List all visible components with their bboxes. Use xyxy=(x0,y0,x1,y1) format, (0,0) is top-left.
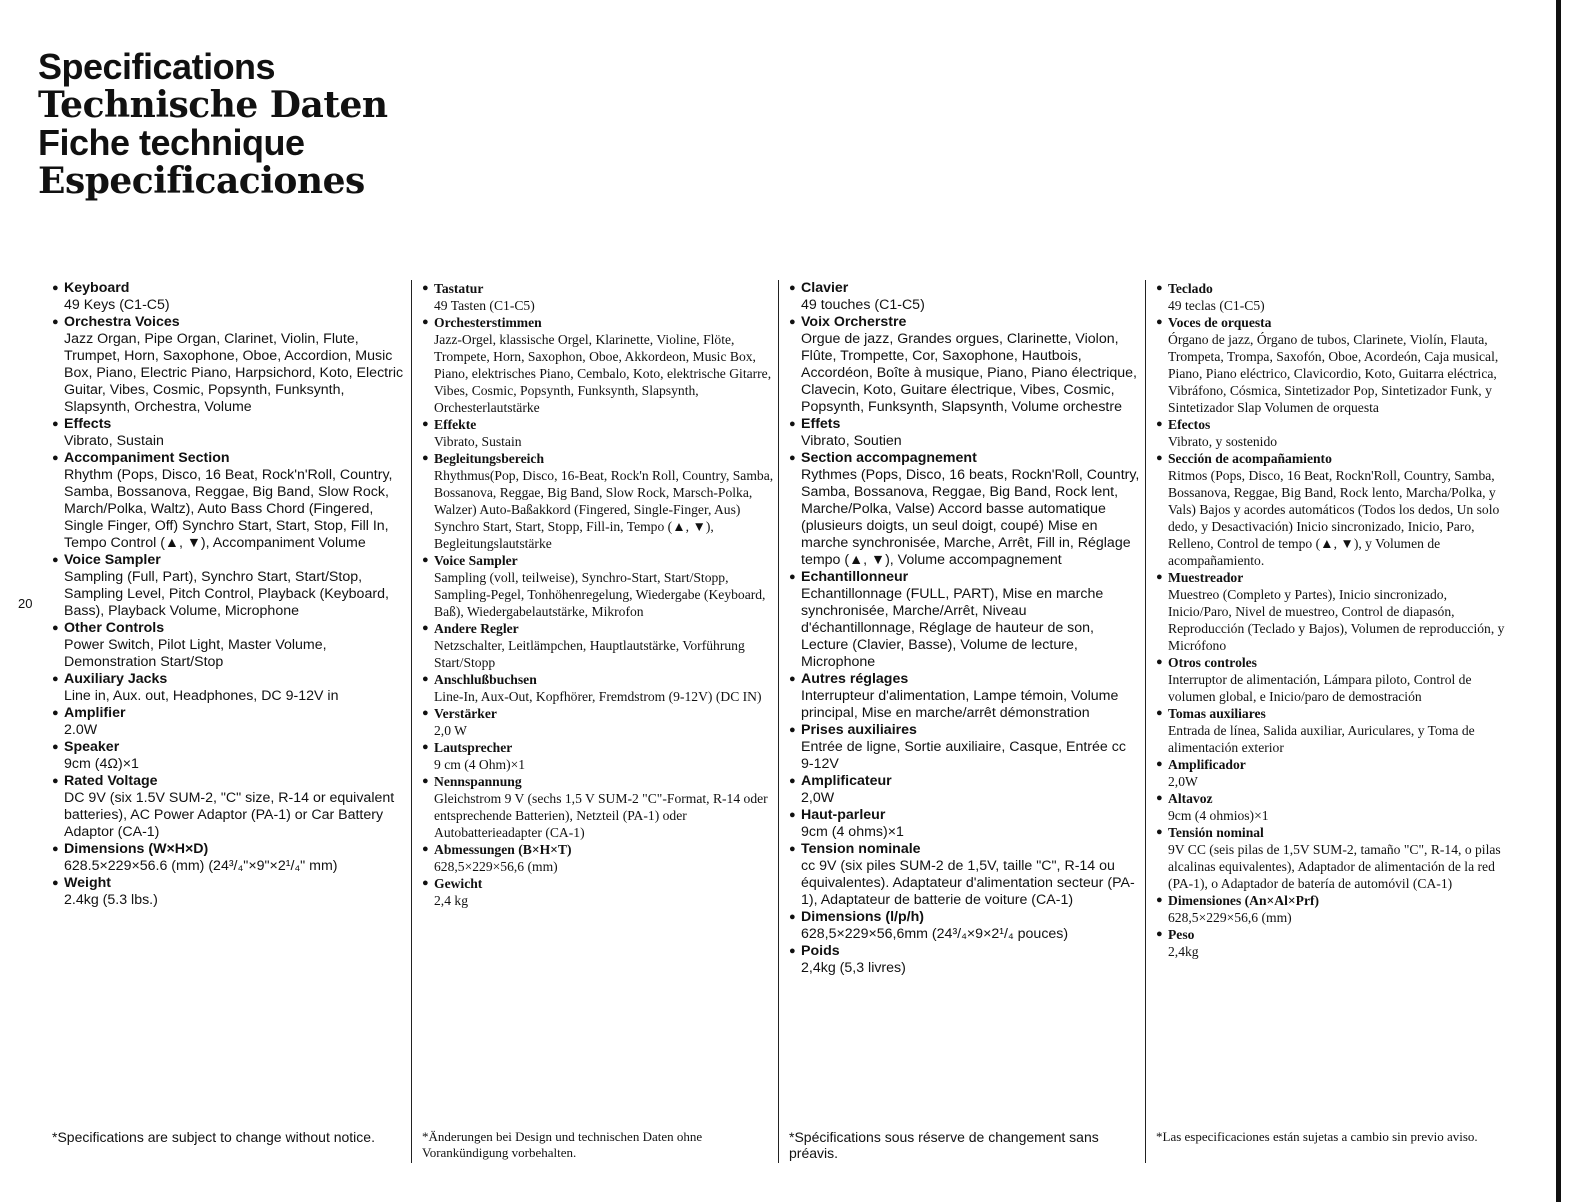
spec-value: Entrée de ligne, Sortie auxiliaire, Casque, Entrée cc 9-12V xyxy=(801,739,1126,772)
spec-heading: ● Gewicht xyxy=(422,875,774,892)
spec-heading: ● Tastatur xyxy=(422,280,774,297)
spec-value: Jazz-Orgel, klassische Orgel, Klarinette, Violine, Flöte, Trompete, Horn, Saxophon, Oboe, Akkordeon, Music Box, Piano, elektrisches Piano, Cembalo, Koto, elektrische Gitarre, Vibes, Cosmic, Popsynth, Funksynth, Slapsynth, Orchesterlautstärke xyxy=(434,332,772,415)
spec-value: 628,5×229×56,6 (mm) xyxy=(1168,910,1292,925)
spec-item xyxy=(789,807,1141,841)
spec-item xyxy=(422,280,774,314)
spec-item xyxy=(789,280,1141,314)
spec-item xyxy=(52,705,412,739)
spec-value: Vibrato, Soutien xyxy=(801,433,902,449)
spec-list xyxy=(422,280,774,909)
spec-item xyxy=(52,620,412,671)
page-number: 20 xyxy=(18,596,33,611)
spec-value: 49 Keys (C1-C5) xyxy=(64,297,170,313)
spec-item xyxy=(789,773,1141,807)
spec-item xyxy=(789,569,1141,671)
spec-heading: ● Teclado xyxy=(1156,280,1508,297)
spec-item xyxy=(422,671,774,705)
spec-heading: ● Voice Sampler xyxy=(422,552,774,569)
spec-heading: ● Otros controles xyxy=(1156,654,1508,671)
spec-value: Entrada de línea, Salida auxiliar, Auriculares, y Toma de alimentación exterior xyxy=(1168,723,1475,755)
spec-item xyxy=(422,739,774,773)
spec-value: cc 9V (six piles SUM-2 de 1,5V, taille "C", R-14 ou équivalentes). Adaptateur d'alimentation secteur (PA-1), Adaptateur de batterie de voiture (CA-1) xyxy=(801,858,1135,908)
spec-value: Interrupteur d'alimentation, Lampe témoin, Volume principal, Mise en marche/arrêt démonstration xyxy=(801,688,1119,721)
spec-value: 9cm (4Ω)×1 xyxy=(64,756,139,772)
spec-heading: ● Effects xyxy=(52,416,412,433)
spec-heading: ● Andere Regler xyxy=(422,620,774,637)
spec-heading: ● Echantillonneur xyxy=(789,569,1141,586)
spec-value: Vibrato, Sustain xyxy=(434,434,522,449)
spec-heading: ● Rated Voltage xyxy=(52,773,412,790)
spec-list xyxy=(1156,280,1508,960)
spec-item xyxy=(52,314,412,416)
spec-item xyxy=(422,314,774,416)
spec-item xyxy=(422,620,774,671)
spec-item xyxy=(422,450,774,552)
spec-item xyxy=(1156,569,1508,654)
spec-item xyxy=(422,875,774,909)
spec-heading: ● Verstärker xyxy=(422,705,774,722)
spec-value: Sampling (Full, Part), Synchro Start, Start/Stop, Sampling Level, Pitch Control, Playback (Keyboard, Bass), Playback Volume, Microphone xyxy=(64,569,389,619)
spec-heading: ● Clavier xyxy=(789,280,1141,297)
column-spanish xyxy=(1145,280,1511,1163)
spec-item xyxy=(1156,892,1508,926)
title-block xyxy=(38,48,388,200)
spec-heading: ● Voces de orquesta xyxy=(1156,314,1508,331)
spec-item xyxy=(789,671,1141,722)
spec-value: 2.4kg (5.3 lbs.) xyxy=(64,892,158,908)
spec-value: Rythmes (Pops, Disco, 16 beats, Rockn'Roll, Country, Samba, Bossanova, Reggae, Big Band, Rock lent, Marche/Polka, Valse) Accord basse automatique (plusieurs doigts, un seul doigt, coupé) Mise en marche synchronisée, Marche, Arrêt, Fill in, Réglage tempo (▲, ▼), Volume accompagnement xyxy=(801,467,1140,568)
spec-item xyxy=(1156,280,1508,314)
spec-value: Rhythm (Pops, Disco, 16 Beat, Rock'n'Roll, Country, Samba, Bossanova, Reggae, Big Band, Slow Rock, March/Polka, Waltz), Auto Bass Chord (Fingered, Single Finger, Off) Synchro Start, Start, Stop, Fill In, Tempo Control (▲, ▼), Accompaniment Volume xyxy=(64,467,393,551)
spec-heading: ● Speaker xyxy=(52,739,412,756)
spec-value: 49 teclas (C1-C5) xyxy=(1168,298,1265,313)
spec-item xyxy=(52,875,412,909)
spec-value: 2,0W xyxy=(1168,774,1198,789)
footnote: *Spécifications sous réserve de changement sans préavis. xyxy=(789,1129,1099,1161)
spec-heading: ● Auxiliary Jacks xyxy=(52,671,412,688)
spec-item xyxy=(422,552,774,620)
spec-item xyxy=(422,773,774,841)
spec-value: 2,4kg xyxy=(1168,944,1199,959)
title-spanish: Especificaciones xyxy=(38,160,365,202)
spec-item xyxy=(1156,314,1508,416)
spec-heading: ● Sección de acompañamiento xyxy=(1156,450,1508,467)
spec-list xyxy=(789,280,1141,977)
spec-value: Netzschalter, Leitlämpchen, Hauptlautstärke, Vorführung Start/Stopp xyxy=(434,638,745,670)
spec-heading: ● Muestreador xyxy=(1156,569,1508,586)
spec-item xyxy=(789,841,1141,909)
spec-heading: ● Nennspannung xyxy=(422,773,774,790)
title-english: Specifications xyxy=(38,46,276,87)
spec-value: Interruptor de alimentación, Lámpara piloto, Control de volumen global, e Inicio/paro de demostración xyxy=(1168,672,1472,704)
column-german xyxy=(411,280,777,1163)
spec-list xyxy=(52,280,412,909)
spec-heading: ● Effekte xyxy=(422,416,774,433)
page-edge-rule xyxy=(1556,0,1561,1202)
spec-value: Ritmos (Pops, Disco, 16 Beat, Rockn'Roll, Country, Samba, Bossanova, Reggae, Big Band, Rock lento, Marcha/Polka, y Vals) Bajos y acordes automáticos (Todos los dedos, Un solo dedo, y Desactivación) Inicio sincronizado, Inicio, Paro, Relleno, Control de tempo (▲, ▼), y Volumen de acompañamiento. xyxy=(1168,468,1500,568)
title-french: Fiche technique xyxy=(38,122,305,163)
footnote: *Las especificaciones están sujetas a cambio sin previo aviso. xyxy=(1156,1129,1478,1144)
spec-value: 2.0W xyxy=(64,722,98,738)
spec-heading: ● Amplifier xyxy=(52,705,412,722)
footnote: *Änderungen bei Design und technischen Daten ohne Vorankündigung vorbehalten. xyxy=(422,1129,703,1160)
spec-heading: ● Other Controls xyxy=(52,620,412,637)
spec-value: Power Switch, Pilot Light, Master Volume, Demonstration Start/Stop xyxy=(64,637,327,670)
spec-item xyxy=(422,416,774,450)
title-german: Technische Daten xyxy=(38,84,388,126)
spec-value: 2,0 W xyxy=(434,723,467,738)
spec-item xyxy=(1156,926,1508,960)
spec-item xyxy=(789,314,1141,416)
spec-value: Gleichstrom 9 V (sechs 1,5 V SUM-2 "C"-Format, R-14 oder entsprechende Batterien), Netzteil (PA-1) oder Autobatterieadapter (CA-1) xyxy=(434,791,768,840)
spec-item xyxy=(52,739,412,773)
spec-item xyxy=(1156,450,1508,569)
spec-heading: ● Accompaniment Section xyxy=(52,450,412,467)
spec-heading: ● Effets xyxy=(789,416,1141,433)
spec-item xyxy=(1156,824,1508,892)
spec-heading: ● Dimensiones (An×Al×Prf) xyxy=(1156,892,1508,909)
spec-value: Sampling (voll, teilweise), Synchro-Start, Start/Stopp, Sampling-Pegel, Tonhöhenregelung, Wiedergabe (Keyboard, Baß), Wiedergabelautstärke, Mikrofon xyxy=(434,570,766,619)
spec-heading: ● Amplificador xyxy=(1156,756,1508,773)
spec-heading: ● Tensión nominal xyxy=(1156,824,1508,841)
column-french xyxy=(778,280,1144,1163)
spec-item xyxy=(422,705,774,739)
spec-heading: ● Orchestra Voices xyxy=(52,314,412,331)
spec-heading: ● Tension nominale xyxy=(789,841,1141,858)
spec-value: 9 cm (4 Ohm)×1 xyxy=(434,757,526,772)
spec-value: Orgue de jazz, Grandes orgues, Clarinette, Violon, Flûte, Trompette, Cor, Saxophone, Hautbois, Accordéon, Boîte à musique, Piano, Piano électrique, Clavecin, Koto, Guitare électrique, Vibes, Cosmic, Popsynth, Funksynth, Slapsynth, Volume orchestre xyxy=(801,331,1137,415)
spec-value: 9V CC (seis pilas de 1,5V SUM-2, tamaño "C", R-14, o pilas alcalinas equivalentes), Adaptador de alimentación de la red (PA-1), o Adaptador de batería de automóvil (CA-1) xyxy=(1168,842,1501,891)
spec-item xyxy=(789,722,1141,773)
spec-heading: ● Peso xyxy=(1156,926,1508,943)
footnote: *Specifications are subject to change without notice. xyxy=(52,1129,375,1145)
spec-heading: ● Tomas auxiliares xyxy=(1156,705,1508,722)
spec-item xyxy=(1156,416,1508,450)
spec-heading: ● Voice Sampler xyxy=(52,552,412,569)
spec-value: Echantillonnage (FULL, PART), Mise en marche synchronisée, Marche/Arrêt, Niveau d'échantillonnage, Réglage de hauteur de son, Lecture (Clavier, Basse), Volume de lecture, Microphone xyxy=(801,586,1104,670)
spec-heading: ● Poids xyxy=(789,943,1141,960)
column-english xyxy=(50,280,416,1163)
spec-value: DC 9V (six 1.5V SUM-2, "C" size, R-14 or equivalent batteries), AC Power Adaptor (PA-1) or Car Battery Adaptor (CA-1) xyxy=(64,790,395,840)
spec-value: Vibrato, Sustain xyxy=(64,433,164,449)
spec-item xyxy=(789,909,1141,943)
spec-heading: ● Abmessungen (B×H×T) xyxy=(422,841,774,858)
spec-item xyxy=(789,416,1141,450)
spec-value: Vibrato, y sostenido xyxy=(1168,434,1278,449)
spec-item xyxy=(52,841,412,875)
spec-heading: ● Amplificateur xyxy=(789,773,1141,790)
spec-value: 49 touches (C1-C5) xyxy=(801,297,925,313)
spec-value: Rhythmus(Pop, Disco, 16-Beat, Rock'n Roll, Country, Samba, Bossanova, Reggae, Big Band, Slow Rock, Marsch-Polka, Walzer) Auto-Baßakkord (Fingered, Single-Finger, Aus) Synchro Start, Start, Stopp, Fill-in, Tempo (▲, ▼), Begleitungslautstärke xyxy=(434,468,774,551)
spec-heading: ● Altavoz xyxy=(1156,790,1508,807)
spec-value: 9cm (4 ohms)×1 xyxy=(801,824,904,840)
spec-heading: ● Autres réglages xyxy=(789,671,1141,688)
spec-item xyxy=(52,671,412,705)
spec-value: Muestreo (Completo y Partes), Inicio sincronizado, Inicio/Paro, Nivel de muestreo, Control de diapasón, Reproducción (Teclado y Bajos), Volumen de reproducción, y Micrófono xyxy=(1168,587,1505,653)
spec-item xyxy=(52,416,412,450)
spec-heading: ● Haut-parleur xyxy=(789,807,1141,824)
spec-heading: ● Voix Orcherstre xyxy=(789,314,1141,331)
spec-item xyxy=(52,280,412,314)
spec-heading: ● Dimensions (l/p/h) xyxy=(789,909,1141,926)
spec-value: 49 Tasten (C1-C5) xyxy=(434,298,535,313)
spec-heading: ● Weight xyxy=(52,875,412,892)
spec-value: 2,4 kg xyxy=(434,893,468,908)
spec-item xyxy=(52,773,412,841)
spec-heading: ● Efectos xyxy=(1156,416,1508,433)
spec-item xyxy=(1156,790,1508,824)
spec-heading: ● Lautsprecher xyxy=(422,739,774,756)
spec-heading: ● Prises auxiliaires xyxy=(789,722,1141,739)
spec-value: 9cm (4 ohmios)×1 xyxy=(1168,808,1269,823)
spec-value: 628.5×229×56.6 (mm) (24³/₄"×9"×2¹/₄" mm) xyxy=(64,858,338,874)
spec-value: 2,0W xyxy=(801,790,835,806)
spec-item xyxy=(1156,756,1508,790)
spec-item xyxy=(1156,654,1508,705)
spec-heading: ● Anschlußbuchsen xyxy=(422,671,774,688)
spec-value: 2,4kg (5,3 livres) xyxy=(801,960,906,976)
spec-item xyxy=(52,552,412,620)
spec-heading: ● Dimensions (W×H×D) xyxy=(52,841,412,858)
spec-value: Jazz Organ, Pipe Organ, Clarinet, Violin, Flute, Trumpet, Horn, Saxophone, Oboe, Accordion, Music Box, Piano, Electric Piano, Harpsichord, Koto, Electric Guitar, Vibes, Cosmic, Popsynth, Funksynth, Slapsynth, Orchestra, Volume xyxy=(64,331,404,415)
spec-heading: ● Section accompagnement xyxy=(789,450,1141,467)
spec-item xyxy=(422,841,774,875)
spec-heading: ● Begleitungsbereich xyxy=(422,450,774,467)
spec-item xyxy=(52,450,412,552)
spec-item xyxy=(789,943,1141,977)
spec-value: Line-In, Aux-Out, Kopfhörer, Fremdstrom (9-12V) (DC IN) xyxy=(434,689,762,704)
spec-item xyxy=(789,450,1141,569)
spec-heading: ● Orchesterstimmen xyxy=(422,314,774,331)
spec-heading: ● Keyboard xyxy=(52,280,412,297)
spec-value: 628,5×229×56,6mm (24³/₄×9×2¹/₄ pouces) xyxy=(801,926,1069,942)
spec-value: 628,5×229×56,6 (mm) xyxy=(434,859,558,874)
spec-item xyxy=(1156,705,1508,756)
spec-value: Line in, Aux. out, Headphones, DC 9-12V in xyxy=(64,688,339,704)
spec-value: Órgano de jazz, Órgano de tubos, Clarinete, Violín, Flauta, Trompeta, Trompa, Saxofón, Oboe, Acordeón, Caja musical, Piano, Piano eléctrico, Clavicordio, Koto, Guitarra eléctrica, Vibráfono, Cósmica, Sintetizador Pop, Sintetizador Funk, y Sintetizador Slap Volumen de orquesta xyxy=(1168,332,1499,415)
